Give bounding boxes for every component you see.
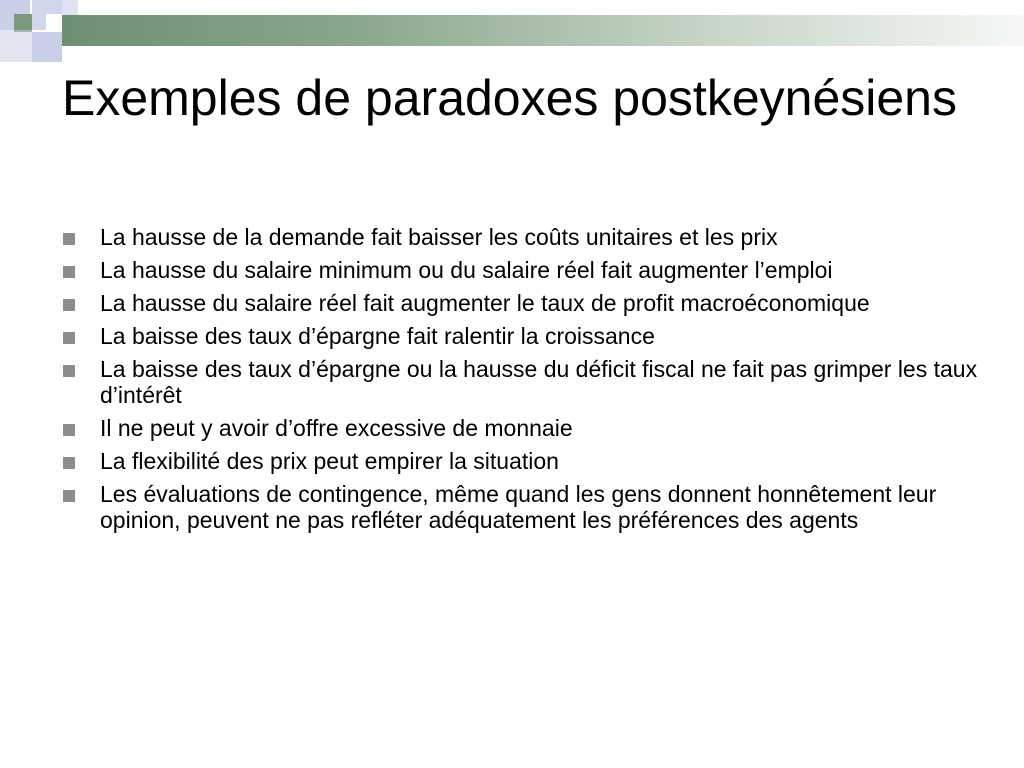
square-bullet-icon: [63, 424, 75, 436]
header-band: [62, 15, 1024, 46]
bullet-text: Les évaluations de contingence, même quand les gens donnent honnêtement leur opinion, peuvent ne pas refléter adéquatement les préférences des agents: [100, 481, 937, 533]
square-bullet-icon: [63, 233, 75, 245]
square-bullet-icon: [63, 365, 75, 377]
corner-square: [62, 0, 78, 15]
bullet-item: [62, 356, 982, 408]
bullet-text: La flexibilité des prix peut empirer la situation: [100, 448, 559, 474]
bullet-item: [62, 290, 982, 316]
bullet-item: [62, 257, 982, 283]
bullet-item: [62, 224, 982, 250]
bullet-item: [62, 481, 982, 533]
bullet-text: La baisse des taux d’épargne fait ralentir la croissance: [100, 323, 655, 349]
square-bullet-icon: [63, 457, 75, 469]
bullet-text: La baisse des taux d’épargne ou la hausse du déficit fiscal ne fait pas grimper les taux d’intérêt: [100, 356, 978, 408]
bullet-list: [62, 224, 982, 540]
bullet-text: La hausse du salaire réel fait augmenter le taux de profit macroéconomique: [100, 290, 870, 316]
bullet-text: La hausse du salaire minimum ou du salaire réel fait augmenter l’emploi: [100, 257, 833, 283]
corner-square: [46, 14, 62, 30]
square-bullet-icon: [63, 332, 75, 344]
corner-square: [32, 32, 62, 62]
corner-square: [0, 30, 32, 62]
square-bullet-icon: [63, 266, 75, 278]
bullet-text: La hausse de la demande fait baisser les coûts unitaires et les prix: [100, 224, 778, 250]
bullet-item: [62, 323, 982, 349]
bullet-item: [62, 415, 982, 441]
slide-title: Exemples de paradoxes postkeynésiens: [62, 70, 957, 126]
bullet-item: [62, 448, 982, 474]
square-bullet-icon: [63, 490, 75, 502]
bullet-text: Il ne peut y avoir d’offre excessive de monnaie: [100, 415, 573, 441]
square-bullet-icon: [63, 299, 75, 311]
